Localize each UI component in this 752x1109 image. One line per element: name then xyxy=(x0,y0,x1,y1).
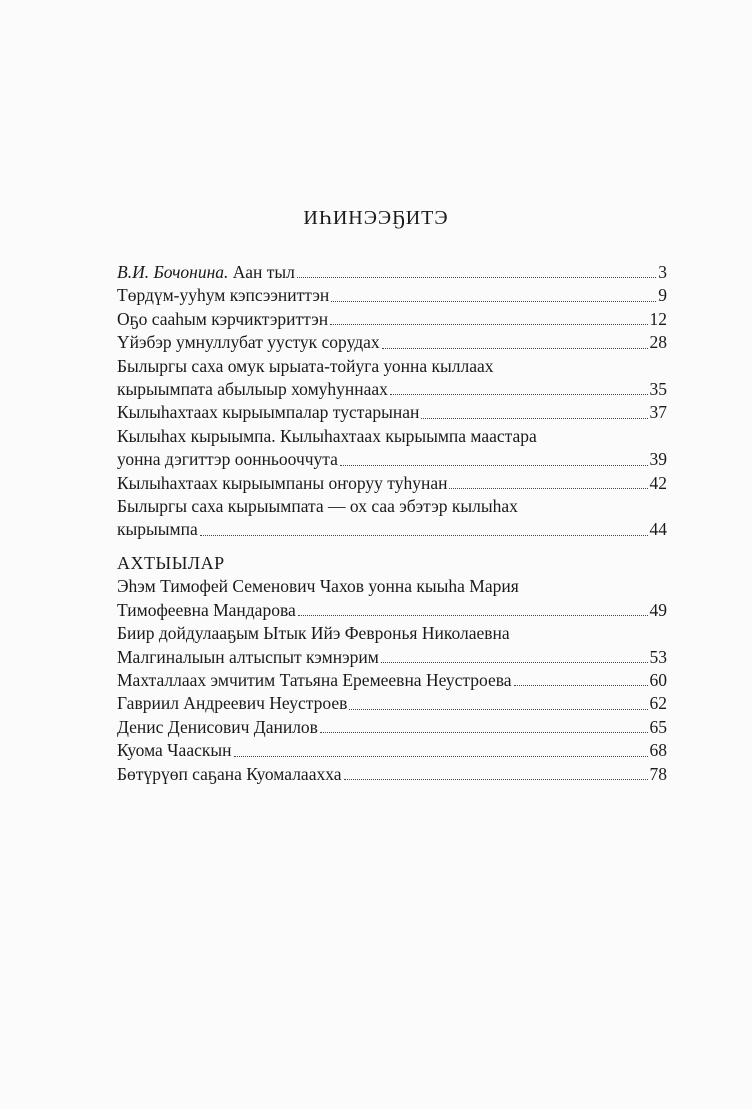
toc-entry-page: 42 xyxy=(649,472,667,493)
dot-leader xyxy=(331,301,656,302)
dot-leader xyxy=(320,732,648,733)
toc-entry-page: 49 xyxy=(649,599,667,620)
toc-entry-page: 78 xyxy=(649,763,667,784)
dot-leader xyxy=(421,418,647,419)
toc-entry-title-line1: Кылыһах кырыымпа. Кылыһахтаах кырыымпа маастара xyxy=(117,425,537,446)
toc-entry xyxy=(117,401,667,424)
toc-entry-page: 60 xyxy=(649,669,667,690)
toc-entry xyxy=(117,739,667,762)
toc-entry-title-line2: Тимофеевна Мандарова xyxy=(117,599,296,620)
toc-entry-title-line1: Былыргы саха омук ырыата-тойуга уонна кыллаах xyxy=(117,355,494,376)
dot-leader xyxy=(298,615,648,616)
toc-entry-page: 65 xyxy=(649,716,667,737)
toc-entry-title: Денис Денисович Данилов xyxy=(117,716,318,737)
toc-entry xyxy=(117,472,667,495)
toc-entry xyxy=(117,716,667,739)
dot-leader xyxy=(340,465,648,466)
toc-entry-title-line2: кырыымпата абылыыр хомуһуннаах xyxy=(117,379,388,400)
toc-entry-page: 35 xyxy=(649,379,667,400)
toc-entry xyxy=(117,331,667,354)
toc-entry-title: Бөтүрүөп саҕана Куомалаахха xyxy=(117,763,342,784)
toc-entry-page: 12 xyxy=(649,308,667,329)
dot-leader xyxy=(382,348,648,349)
dot-leader xyxy=(344,779,648,780)
toc-entry-page: 28 xyxy=(649,332,667,353)
dot-leader xyxy=(200,535,648,536)
dot-leader xyxy=(514,685,648,686)
dot-leader xyxy=(330,324,647,325)
toc-entry xyxy=(117,308,667,331)
toc-entry xyxy=(117,261,667,284)
dot-leader xyxy=(234,756,648,757)
toc-entry-page: 9 xyxy=(658,285,667,306)
toc-entry xyxy=(117,284,667,307)
toc-entry-page: 39 xyxy=(649,449,667,470)
toc-entry-title: Гавриил Андреевич Неустроев xyxy=(117,693,348,714)
toc-entry-title-line2: кырыымпа xyxy=(117,519,198,540)
toc-entry-page: 3 xyxy=(658,262,667,282)
dot-leader xyxy=(349,709,647,710)
toc-entry-title-line1: Эһэм Тимофей Семенович Чахов уонна кыыһа Мария xyxy=(117,576,519,597)
toc-entry-title: Кылыһахтаах кырыымпаны оҥоруу туһунан xyxy=(117,472,448,493)
page-title: ИҺИНЭЭҔИТЭ xyxy=(303,207,449,229)
section-heading: АХТЫЫЛАР xyxy=(117,552,225,573)
toc-entry-page: 44 xyxy=(649,519,667,540)
toc-entry-author: В.И. Бочонина. xyxy=(117,262,229,282)
toc-entry xyxy=(117,646,667,669)
toc-entry-page: 62 xyxy=(649,693,667,714)
toc-entry xyxy=(117,518,667,541)
toc-entry-title-line2: Малгиналыын алтыспыт кэмнэрим xyxy=(117,646,379,667)
toc-entry-title: Оҕо сааһым кэрчиктэриттэн xyxy=(117,308,329,329)
table-of-contents xyxy=(117,261,667,786)
toc-entry xyxy=(117,378,667,401)
dot-leader xyxy=(297,277,656,278)
toc-entry-title-line1: Биир дойдулааҕым Ытык Ийэ Февронья Николаевна xyxy=(117,623,510,644)
toc-entry xyxy=(117,669,667,692)
toc-entry-page: 68 xyxy=(649,740,667,761)
toc-entry-page: 37 xyxy=(649,402,667,423)
toc-entry-title-line1: Былыргы саха кырыымпата — ох саа эбэтэр кылыһах xyxy=(117,496,518,517)
toc-entry-title: Кылыһахтаах кырыымпалар тустарынан xyxy=(117,402,420,423)
toc-entry-title: Үйэбэр умнуллубат уустук сорудах xyxy=(117,332,380,353)
toc-entry-title: Куома Чааскын xyxy=(117,740,232,761)
toc-entry xyxy=(117,692,667,715)
toc-entry xyxy=(117,599,667,622)
toc-entry-title: Махталлаах эмчитим Татьяна Еремеевна Неустроева xyxy=(117,669,512,690)
toc-entry-title: Төрдүм-ууһум кэпсээниттэн xyxy=(117,285,330,306)
toc-entry-title: Аан тыл xyxy=(228,262,295,282)
dot-leader xyxy=(381,662,648,663)
toc-entry-page: 53 xyxy=(649,646,667,667)
toc-entry xyxy=(117,448,667,471)
dot-leader xyxy=(390,394,648,395)
dot-leader xyxy=(449,488,647,489)
toc-entry-title-line2: уонна дэгиттэр оонньооччута xyxy=(117,449,338,470)
toc-entry xyxy=(117,763,667,786)
